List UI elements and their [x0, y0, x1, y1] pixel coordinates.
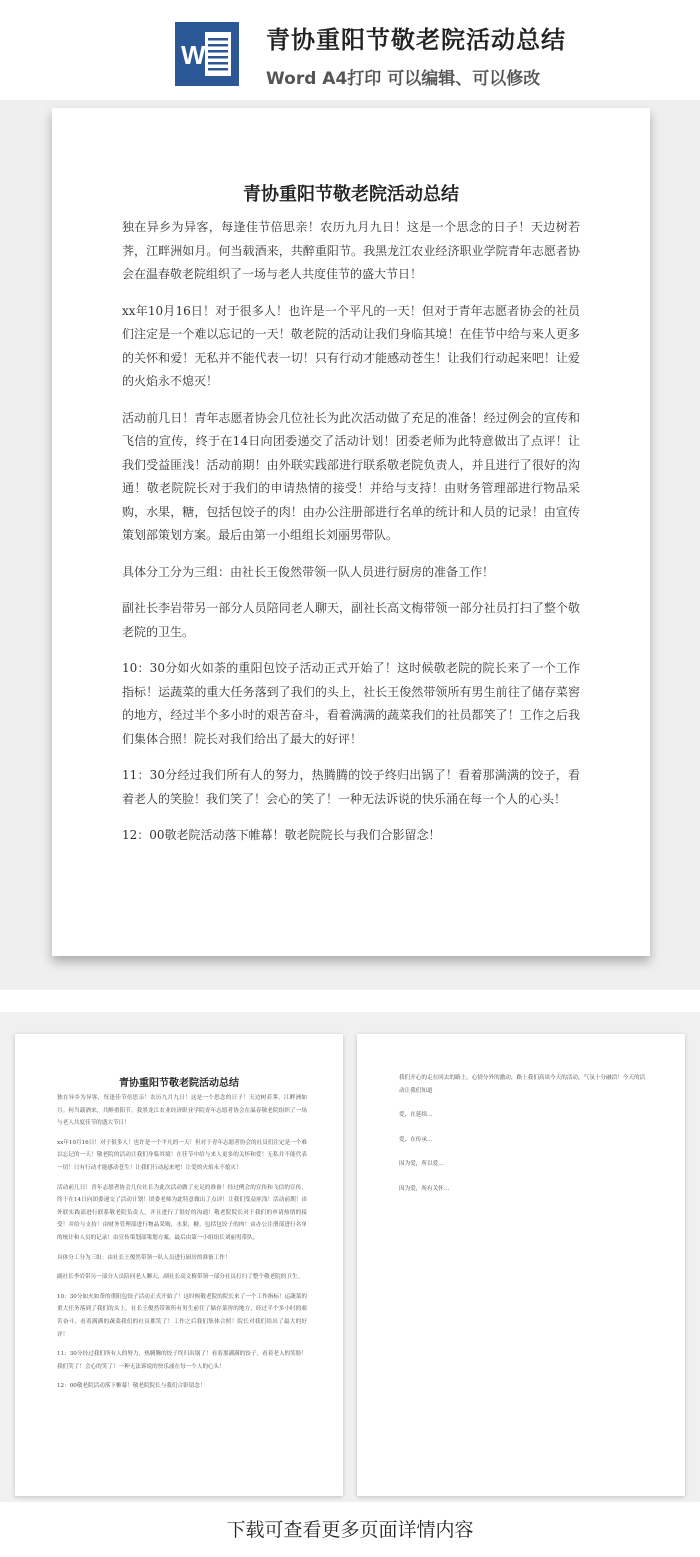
thumbnail-body — [399, 1072, 649, 1208]
thumbnail-paragraph: 活动前几日！青年志愿者协会几位社长为此次活动做了充足的准备！经过例会的宣传和飞信的宣传，终于在14日向团委递交了活动计划！团委老师为此特意做出了点评！让我们受益匪浅！活动前期！由外联实践部进行联系敬老院负责人，并且进行了很好的沟通！敬老院院长对于我们的申请热情的接受！并给与支持！由财务管理部进行物品采购，水果，糖，包括包饺子的肉！由办公注册部进行名单的统计和人员的记录！由宣传策划部策划方案。最后由第一小组组长刘丽男带队。 — [57, 1184, 307, 1241]
thumbnail-paragraph: 10：30分如火如荼的重阳包饺子活动正式开始了！这时候敬老院的院长来了一个工作指标！运蔬菜的重大任务落到了我们的头上，社长王俊然带领所有男生前往了储存菜窖的地方，经过半个多小时的艰苦奋斗，看着满满的蔬菜我们的社员都笑了！工作之后我们集体合照！院长对我们给出了最大的好评！ — [57, 1293, 307, 1338]
document-body — [122, 216, 580, 861]
thumbnail-paragraph: 因为爱，所以爱… — [399, 1161, 444, 1168]
document-paragraph: 11：30分经过我们所有人的努力，热腾腾的饺子终归出锅了！看着那满满的饺子，看着老人的笑脸！我们笑了！会心的笑了！一种无法诉说的快乐涌在每一个人的心头！ — [122, 768, 580, 806]
document-paragraph: xx年10月16日！对于很多人！也许是一个平凡的一天！但对于青年志愿者协会的社员们注定是一个难以忘记的一天！敬老院的活动让我们身临其境！在佳节中给与来人更多的关怀和爱！无私并不能代表一切！只有行动才能感动苍生！让我们行动起来吧！让爱的火焰永不熄灭！ — [122, 303, 580, 388]
document-paragraph: 10：30分如火如荼的重阳包饺子活动正式开始了！这时候敬老院的院长来了一个工作指标！运蔬菜的重大任务落到了我们的头上，社长王俊然带领所有男生前往了储存菜窖的地方，经过半个多小时的艰苦奋斗，看着满满的蔬菜我们的社员都笑了！工作之后我们集体合照！院长对我们给出了最大的好评！ — [122, 661, 580, 746]
document-page-preview — [52, 108, 650, 956]
section-divider — [0, 990, 700, 1012]
word-icon-letter: W — [181, 40, 206, 70]
thumbnail-paragraph: xx年10月16日！对于很多人！也许是一个平凡的一天！但对于青年志愿者协会的社员们注定是一个难以忘记的一天！敬老院的活动让我们身临其境！在佳节中给与来人更多的关怀和爱！无私并不能代表一切！只有行动才能感动苍生！让我们行动起来吧！让爱的火焰永不熄灭！ — [57, 1139, 307, 1171]
thumbnail-paragraph: 12：00敬老院活动落下帷幕！敬老院院长与我们合影留念！ — [57, 1383, 206, 1390]
thumbnail-paragraph: 爱，在传承… — [399, 1136, 433, 1143]
header-title: 青协重阳节敬老院活动总结 — [266, 26, 566, 54]
thumbnail-paragraph: 独在异乡为异客，每逢佳节倍思亲！农历九月九日！这是一个思念的日子！天边树若荠，江畔洲如月。何当载酒来，共醉重阳节。我黑龙江农业经济职业学院青年志愿者协会在温春敬老院组织了一场与老人共度佳节的盛大节日！ — [57, 1095, 307, 1127]
document-paragraph: 活动前几日！青年志愿者协会几位社长为此次活动做了充足的准备！经过例会的宣传和飞信的宣传，终于在14日向团委递交了活动计划！团委老师为此特意做出了点评！让我们受益匪浅！活动前期！由外联实践部进行联系敬老院负责人，并且进行了很好的沟通！敬老院院长对于我们的申请热情的接受！并给与支持！由财务管理部进行物品采购，水果，糖，包括包饺子的肉！由办公注册部进行名单的统计和人员的记录！由宣传策划部策划方案。最后由第一小组组长刘丽男带队。 — [122, 410, 580, 542]
word-document-icon — [175, 22, 239, 86]
thumbnail-title: 青协重阳节敬老院活动总结 — [119, 1078, 239, 1089]
thumbnail-paragraph: 因为爱，所有关怀… — [399, 1185, 450, 1192]
thumbnail-paragraph: 11：30分经过我们所有人的努力，热腾腾的饺子终归出锅了！看着那满满的饺子，看着老人的笑脸！我们笑了！会心的笑了！一种无法诉说的快乐涌在每一个人的心头！ — [57, 1351, 307, 1370]
document-paragraph: 12：00敬老院活动落下帷幕！敬老院院长与我们合影留念！ — [122, 828, 441, 842]
document-paragraph: 独在异乡为异客，每逢佳节倍思亲！农历九月九日！这是一个思念的日子！天边树若荠，江畔洲如月。何当载酒来，共醉重阳节。我黑龙江农业经济职业学院青年志愿者协会在温春敬老院组织了一场与老人共度佳节的盛大节日！ — [122, 220, 580, 281]
download-more-link[interactable]: 下载可查看更多页面详情内容 — [226, 1519, 474, 1541]
page-thumbnail-2[interactable] — [357, 1034, 685, 1496]
thumbnail-paragraph: 爱，在延续… — [399, 1112, 433, 1119]
footer — [0, 1502, 700, 1557]
thumbnail-paragraph: 我们开心的走在回去的路上，心情分外的激动，路上我们高谈今天的活动，气氛十分融洽！今天的活动让我们知道 — [399, 1075, 646, 1094]
document-paragraph: 具体分工分为三组：由社长王俊然带领一队人员进行厨房的准备工作！ — [122, 564, 495, 579]
thumbnail-paragraph: 具体分工分为三组：由社长王俊然带领一队人员进行厨房的准备工作！ — [57, 1254, 231, 1261]
document-title: 青协重阳节敬老院活动总结 — [243, 184, 459, 205]
page-thumbnail-1[interactable] — [15, 1034, 343, 1496]
header — [0, 0, 700, 100]
document-paragraph: 副社长李岩带另一部分人员陪同老人聊天，副社长高文梅带领一部分社员打扫了整个敬老院的卫生。 — [122, 601, 580, 639]
thumbnail-paragraph: 副社长李岩带另一部分人员陪同老人聊天，副社长高文梅带领一部分社员打扫了整个敬老院的卫生。 — [57, 1274, 304, 1281]
thumbnail-body — [57, 1092, 307, 1400]
header-subtitle: Word A4打印 可以编辑、可以修改 — [266, 69, 541, 89]
